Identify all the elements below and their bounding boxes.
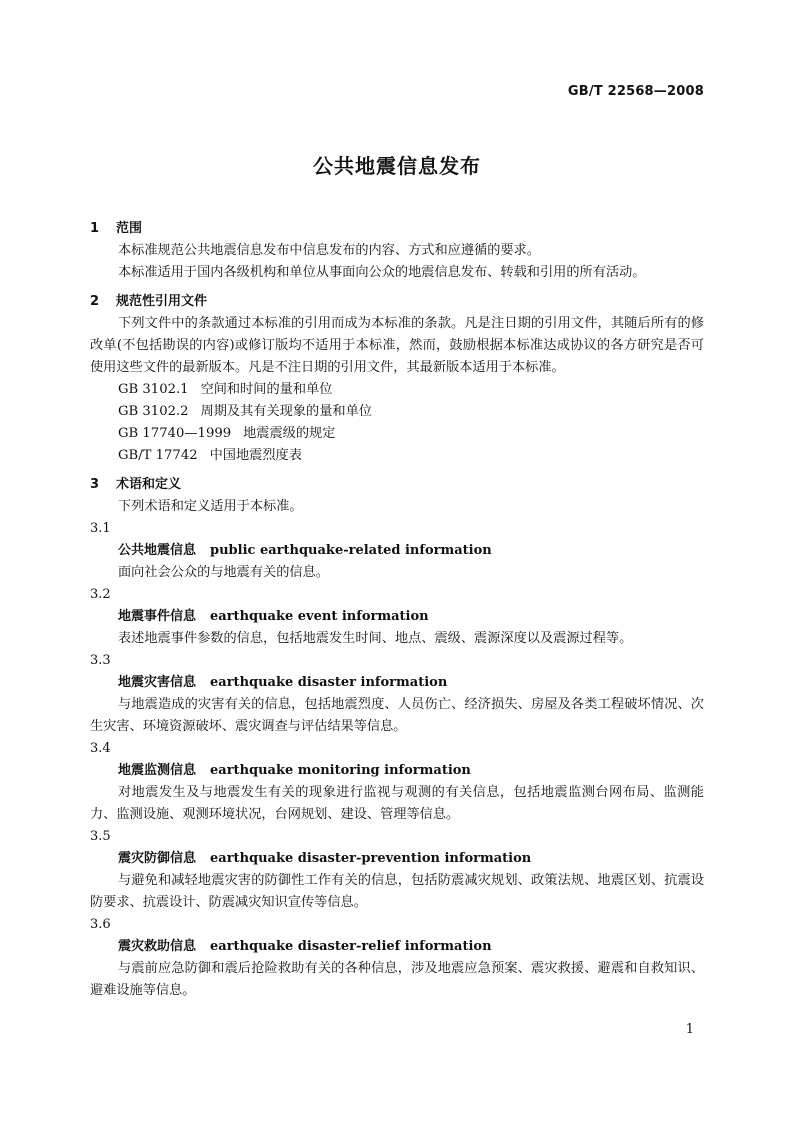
term-chinese: 地震事件信息: [118, 609, 197, 624]
reference-item: [90, 379, 704, 401]
terms-intro: 下列术语和定义适用于本标准。: [118, 499, 303, 514]
term-heading: [90, 760, 704, 782]
term-heading: [90, 672, 704, 694]
term-english: public earthquake-related information: [210, 543, 492, 558]
reference-title: 地震震级的规定: [243, 426, 336, 441]
term-heading: [90, 606, 704, 628]
term-definition: 与地震造成的灾害有关的信息，包括地震烈度、人员伤亡、经济损失、房屋及各类工程破坏情况、次生灾害、环境资源破坏、震灾调查与评估结果等信息。: [90, 697, 704, 734]
term-number: 3.4: [90, 741, 111, 756]
term-chinese: 地震灾害信息: [118, 675, 197, 690]
term-chinese: 震灾防御信息: [118, 851, 197, 866]
term-chinese: 公共地震信息: [118, 543, 197, 558]
section-title: 规范性引用文件: [116, 294, 208, 309]
page-number: 1: [685, 1022, 694, 1037]
reference-code: GB/T 17742: [118, 448, 198, 463]
term-chinese: 地震监测信息: [118, 763, 197, 778]
scope-paragraph: 本标准适用于国内各级机构和单位从事面向公众的地震信息发布、转载和引用的所有活动。: [118, 265, 646, 280]
term-english: earthquake disaster-prevention information: [210, 851, 532, 866]
reference-item: [90, 401, 704, 423]
reference-code: GB 3102.2: [118, 404, 189, 419]
reference-code: GB 17740—1999: [118, 426, 232, 441]
document-body: [90, 218, 704, 1002]
term-number: 3.2: [90, 587, 111, 602]
term-english: earthquake monitoring information: [210, 763, 471, 778]
term-number: 3.6: [90, 917, 111, 932]
section-number: 2: [90, 294, 100, 309]
term-english: earthquake disaster information: [210, 675, 448, 690]
term-chinese: 震灾救助信息: [118, 939, 197, 954]
references-intro: 下列文件中的条款通过本标准的引用而成为本标准的条款。凡是注日期的引用文件，其随后所有的修改单(不包括勘误的内容)或修订版均不适用于本标准，然而，鼓励根据本标准达成协议的各方研究是否可使用这些文件的最新版本。凡是不注日期的引用文件，其最新版本适用于本标准。: [90, 316, 704, 375]
term-definition: 与避免和减轻地震灾害的防御性工作有关的信息，包括防震减灾规划、政策法规、地震区划、抗震设防要求、抗震设计、防震减灾知识宣传等信息。: [90, 873, 704, 910]
term-definition: 面向社会公众的与地震有关的信息。: [118, 565, 329, 580]
term-number: 3.5: [90, 829, 111, 844]
standard-code: GB/T 22568—2008: [567, 84, 704, 99]
section-number: 1: [90, 221, 100, 236]
section-heading-terms-definitions: [90, 474, 704, 496]
reference-title: 空间和时间的量和单位: [200, 382, 333, 397]
document-title: 公共地震信息发布: [313, 154, 481, 178]
term-english: earthquake disaster-relief information: [210, 939, 492, 954]
term-heading: [90, 936, 704, 958]
section-heading-normative-references: [90, 291, 704, 313]
section-number: 3: [90, 477, 100, 492]
term-heading: [90, 848, 704, 870]
term-heading: [90, 540, 704, 562]
term-definition: 表述地震事件参数的信息，包括地震发生时间、地点、震级、震源深度以及震源过程等。: [118, 631, 633, 646]
term-definition: 与震前应急防御和震后抢险救助有关的各种信息，涉及地震应急预案、震灾救援、避震和自救知识、避难设施等信息。: [90, 961, 704, 998]
term-number: 3.1: [90, 521, 111, 536]
term-definition: 对地震发生及与地震发生有关的现象进行监视与观测的有关信息，包括地震监测台网布局、监测能力、监测设施、观测环境状况，台网规划、建设、管理等信息。: [90, 785, 704, 822]
term-number: 3.3: [90, 653, 111, 668]
reference-title: 中国地震烈度表: [209, 448, 302, 463]
reference-title: 周期及其有关现象的量和单位: [200, 404, 372, 419]
section-title: 术语和定义: [116, 477, 182, 492]
section-heading-scope: [90, 218, 704, 240]
scope-paragraph: 本标准规范公共地震信息发布中信息发布的内容、方式和应遵循的要求。: [118, 243, 540, 258]
term-english: earthquake event information: [210, 609, 429, 624]
reference-code: GB 3102.1: [118, 382, 189, 397]
reference-item: [90, 423, 704, 445]
reference-item: [90, 445, 704, 467]
section-title: 范围: [116, 221, 143, 236]
